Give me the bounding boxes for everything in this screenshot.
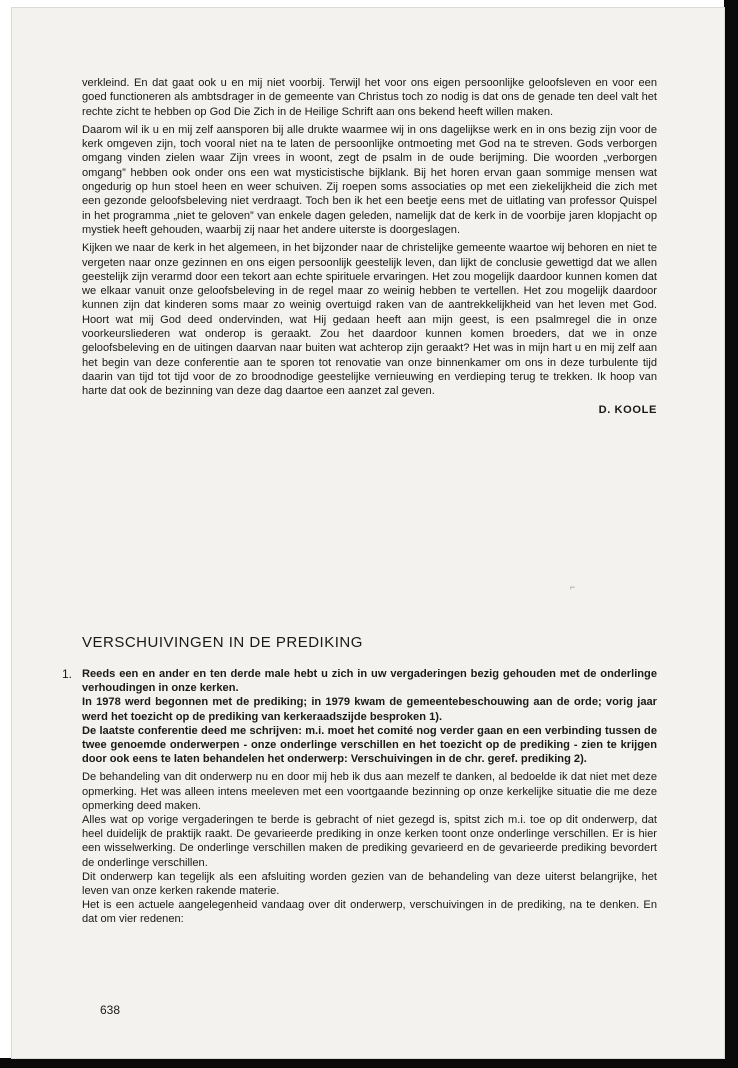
scan-mark: ⌐: [570, 582, 576, 592]
paragraph: De behandeling van dit onderwerp nu en door mij heb ik dus aan mezelf te danken, al bedoelde ik dat niet met deze opmerking. Het was alleen intens meeleven met een voortgaande bezinning op onze kerkelijke situatie die me deze opmerking deed maken.: [82, 771, 657, 812]
paragraph: Het is een actuele aangelegenheid vandaag over dit onderwerp, verschuivingen in de prediking, na te denken. En dat om vier redenen:: [82, 899, 657, 926]
intro-line: Reeds een en ander en ten derde male hebt u zich in uw vergaderingen bezig gehouden met de onderlinge verhoudingen in onze kerken.: [82, 668, 657, 695]
scan-border-right: [724, 0, 738, 1068]
paragraph: Kijken we naar de kerk in het algemeen, in het bijzonder naar de christelijke gemeente waartoe wij behoren en niet te vergeten naar onze gezinnen en ons eigen persoonlijk geestelijk leven, dan lijkt de conclusie gewettigd dat we allen geestelijk zijn verarmd door een tekort aan echte spirituele ervaringen. Het zou mogelijk daardoor kunnen komen dat we elkaar vanuit onze geloofsbeleving in de regel maar zo weinig hebben te vertellen. Het zou mogelijk daardoor kunnen zijn dat kinderen soms maar zo weinig overtuigd raken van de aantrekkelijkheid van het leven met God. Hoort wat mij God deed ondervinden, wat Hij gedaan heeft aan mijn geest, is een psalmregel die in onze voorkeursliederen wat onderop is geraakt. Zou het daardoor kunnen komen broeders, dat we in onze geloofsbeleving en de uitingen daarvan naar buiten wat achterop zijn geraakt? Het was in mijn hart u en mij zelf aan het begin van deze conferentie aan te sporen tot renovatie van onze binnenkamer om ons in deze turbulente tijd daarin van tijd tot tijd voor de zo broodnodige geestelijke vernieuwing en verdieping terug te trekken. Ik hoop van harte dat ook de bezinning van deze dag daartoe een aanzet zal geven.: [82, 242, 657, 398]
author-signature: D. KOOLE: [598, 403, 657, 416]
section-intro: [82, 667, 657, 766]
intro-line: In 1978 werd begonnen met de prediking; in 1979 kwam de gemeentebeschouwing aan de orde; vorig jaar werd het toezicht op de prediking van kerkeraadszijde besproken 1).: [82, 696, 657, 723]
section-number: 1.: [62, 667, 73, 681]
page-number: 638: [100, 1003, 121, 1017]
paragraph: Dit onderwerp kan tegelijk als een afsluiting worden gezien van de behandeling van deze uiterst belangrijke, het leven van onze kerken rakende materie.: [82, 870, 657, 898]
paragraph: Alles wat op vorige vergaderingen te berde is gebracht of niet gezegd is, spitst zich m.i. toe op dit onderwerp, dat heel duidelijk de praktijk raakt. De gevarieerde prediking in onze kerken toont onze onderlinge verschillen. Er is hier een wisselwerking. De onderlinge verschillen maken de prediking gevarieerd en de gevarieerde prediking bevordert de onderlinge verschillen.: [82, 814, 657, 869]
intro-line: De laatste conferentie deed me schrijven: m.i. moet het comité nog verder gaan en een verbinding tussen de twee genoemde onderwerpen - onze onderlinge verschillen en het toezicht op de prediking - zien te krijgen door ook eens te laten behandelen het onderwerp: Verschuivingen in de chr. geref. prediking 2).: [82, 724, 657, 766]
paragraph: verkleind. En dat gaat ook u en mij niet voorbij. Terwijl het voor ons eigen persoonlijke geloofsleven en voor een goed functioneren als ambtsdrager in de gemeente van Christus toch zo nodig is dat ons de genade ten deel valt het rechte zicht te hebben op God Die Zich in de Heilige Schrift aan ons bekend heeft willen maken.: [82, 77, 657, 118]
section-1: [62, 667, 657, 927]
section-heading: VERSCHUIVINGEN IN DE PREDIKING: [82, 634, 363, 651]
continuation-text: [82, 76, 657, 417]
paragraph: Daarom wil ik u en mij zelf aansporen bij alle drukte waarmee wij in ons dagelijkse werk en in ons bezig zijn voor de kerk omgeven zijn, toch vooral niet na te laten de persoonlijke ontmoeting met God na te streven. Gods verborgen omgang vinden zielen waar Zijn vrees in woont, zegt de psalm in de oude berijming. Die woorden „verborgen omgang” hebben ook onder ons een wat mysticistische bijklank. Bij het horen ervan gaan sommige mensen wat ongedurig op hun stoel heen en weer schuiven. Zij roepen soms associaties op met een ziekelijkheid die zich met een gezonde geloofsbeleving niet verdraagt. Toch ben ik het een beetje eens met de uitlating van professor Quispel in het programma „niet te geloven” van enkele dagen geleden, namelijk dat de kerk in de voorbije jaren klopjacht op mystiek heeft gehouden, waarbij zij naar het andere uiterste is doorgeslagen.: [82, 123, 657, 236]
scan-border-bottom: [0, 1058, 738, 1068]
